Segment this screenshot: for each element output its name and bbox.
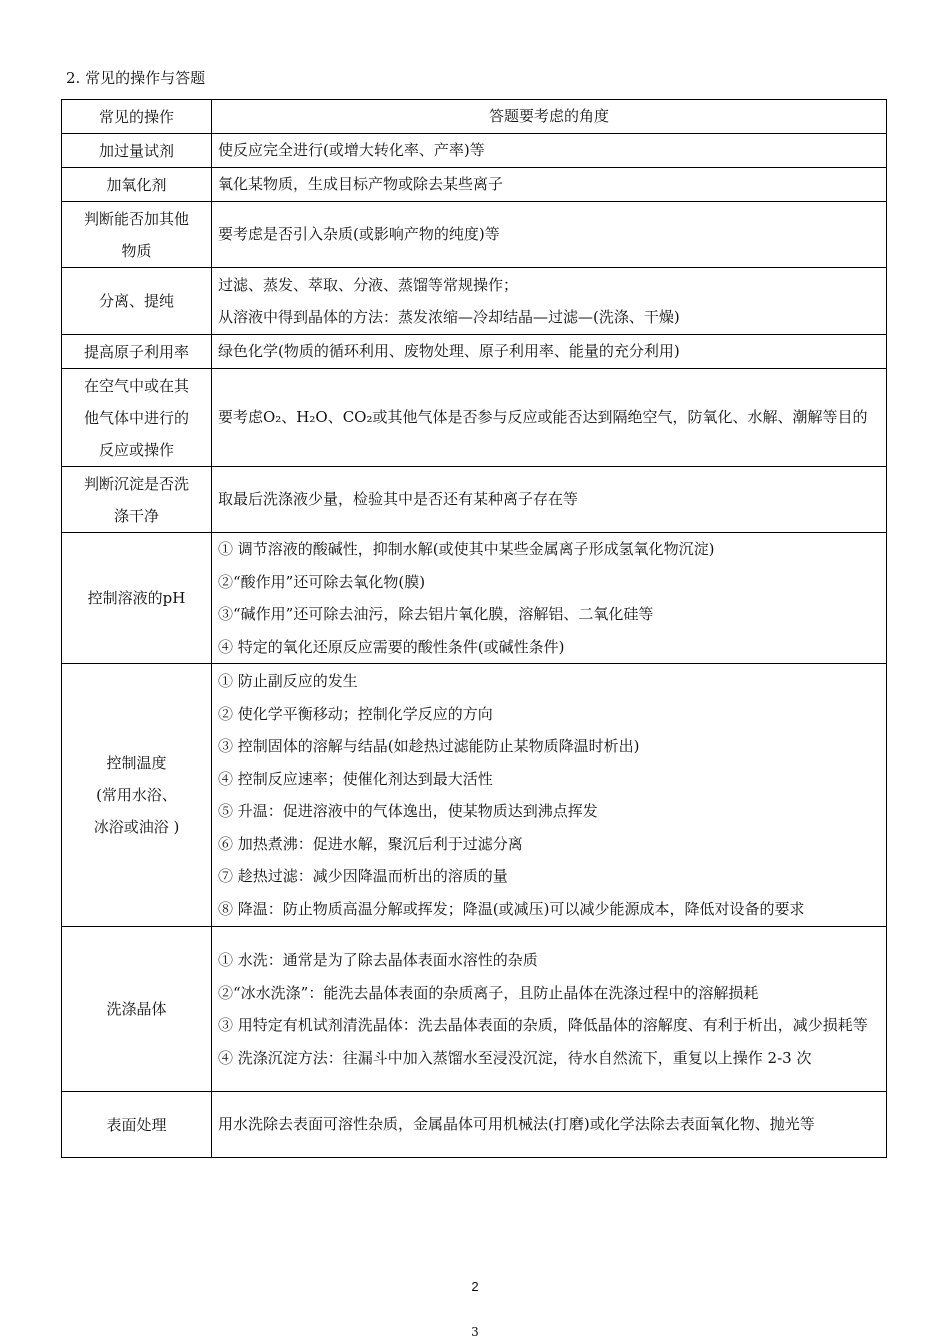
- answer-text: 用水洗除去表面可溶性杂质，金属晶体可用机械法(打磨)或化学法除去表面氧化物、抛光等: [218, 1115, 815, 1134]
- answer-text: ④ 洗涤沉淀方法：往漏斗中加入蒸馏水至浸没沉淀，待水自然流下，重复以上操作 2-3 次: [218, 1048, 812, 1067]
- answer-cell: [212, 927, 887, 1092]
- operation-text: 控制温度: [106, 754, 167, 772]
- table-row: [62, 467, 887, 533]
- operation-text: 洗涤晶体: [106, 1000, 167, 1018]
- operation-text: 加过量试剂: [98, 141, 174, 160]
- operation-text: 涤干净: [113, 506, 159, 525]
- answer-text: ②“冰水洗涤”：能洗去晶体表面的杂质离子，且防止晶体在洗涤过程中的溶解损耗: [218, 983, 759, 1002]
- operation-text: 反应或操作: [98, 440, 174, 459]
- answer-text: ① 水洗：通常是为了除去晶体表面水溶性的杂质: [218, 951, 538, 969]
- operation-text: (常用水浴、: [96, 786, 177, 804]
- table-row: [62, 1092, 887, 1158]
- operation-text: 判断能否加其他: [83, 209, 189, 228]
- answer-text: ② 使化学平衡移动；控制化学反应的方向: [218, 704, 493, 723]
- operation-cell: [62, 664, 212, 927]
- operation-text: 冰浴或油浴 ): [93, 818, 180, 836]
- operation-cell: [62, 369, 212, 467]
- answer-cell: [212, 533, 887, 664]
- answer-text: ④ 特定的氧化还原反应需要的酸性条件(或碱性条件): [218, 637, 565, 656]
- operation-cell: [62, 168, 212, 202]
- operation-cell: [62, 1092, 212, 1158]
- operation-cell: [62, 467, 212, 533]
- header-operation: 常见的操作: [62, 100, 212, 134]
- answer-text: 绿色化学(物质的循环利用、废物处理、原子利用率、能量的充分利用): [218, 342, 680, 361]
- answer-cell: [212, 335, 887, 369]
- operation-text: 在空气中或在其: [83, 376, 189, 395]
- answer-text: ⑥ 加热煮沸：促进水解，聚沉后利于过滤分离: [218, 834, 523, 853]
- table-row: [62, 533, 887, 664]
- answer-text: 要考虑O₂、H₂O、CO₂或其他气体是否参与反应或能否达到隔绝空气，防氧化、水解、潮解等目的: [218, 408, 868, 427]
- answer-text: 要考虑是否引入杂质(或影响产物的纯度)等: [218, 225, 500, 244]
- answer-text: 取最后洗涤液少量，检验其中是否还有某种离子存在等: [218, 490, 579, 509]
- operation-cell: [62, 134, 212, 168]
- header-answer-angle: 答题要考虑的角度: [212, 100, 887, 134]
- page-number: 2: [471, 1279, 479, 1294]
- operations-table: [61, 99, 887, 1158]
- operation-cell: [62, 268, 212, 335]
- operation-cell: [62, 202, 212, 268]
- operation-text: 控制溶液的pH: [87, 589, 186, 607]
- table-row: [62, 268, 887, 335]
- answer-cell: [212, 202, 887, 268]
- answer-cell: [212, 467, 887, 533]
- answer-text: 使反应完全进行(或增大转化率、产率)等: [218, 141, 485, 160]
- table-row: [62, 335, 887, 369]
- answer-cell: [212, 1092, 887, 1158]
- table-row: [62, 134, 887, 168]
- page-number-next: 3: [471, 1325, 479, 1339]
- operation-text: 加氧化剂: [106, 175, 167, 194]
- operation-cell: [62, 533, 212, 664]
- answer-text: ① 调节溶液的酸碱性，抑制水解(或使其中某些金属离子形成氢氧化物沉淀): [218, 540, 715, 558]
- answer-text: ④ 控制反应速率；使催化剂达到最大活性: [218, 769, 493, 788]
- table-row: [62, 927, 887, 1092]
- operation-cell: [62, 335, 212, 369]
- operation-text: 表面处理: [106, 1115, 167, 1134]
- operation-text: 提高原子利用率: [83, 342, 189, 361]
- answer-text: ⑧ 降温：防止物质高温分解或挥发；降温(或减压)可以减少能源成本，降低对设备的要求: [218, 899, 805, 918]
- answer-cell: [212, 268, 887, 335]
- answer-text: ③ 用特定有机试剂清洗晶体：洗去晶体表面的杂质，降低晶体的溶解度、有利于析出，减少损耗等: [218, 1016, 868, 1034]
- answer-text: ②“酸作用”还可除去氧化物(膜): [218, 572, 426, 591]
- table-row: [62, 168, 887, 202]
- answer-cell: [212, 664, 887, 927]
- section-title: 2. 常见的操作与答题: [66, 69, 206, 87]
- answer-text: ⑤ 升温：促进溶液中的气体逸出，使某物质达到沸点挥发: [218, 802, 598, 820]
- operation-cell: [62, 927, 212, 1092]
- answer-text: ③“碱作用”还可除去油污，除去铝片氧化膜，溶解铝、二氧化硅等: [218, 605, 654, 623]
- answer-text: ⑦ 趁热过滤：减少因降温而析出的溶质的量: [218, 867, 508, 885]
- operation-text: 判断沉淀是否洗: [83, 474, 189, 493]
- answer-text: ③ 控制固体的溶解与结晶(如趁热过滤能防止某物质降温时析出): [218, 737, 640, 755]
- operation-text: 他气体中进行的: [83, 408, 189, 427]
- table-row: [62, 664, 887, 927]
- operation-text: 物质: [121, 241, 152, 260]
- answer-cell: [212, 168, 887, 202]
- table-header-row: [62, 100, 887, 134]
- answer-text: 氧化某物质，生成目标产物或除去某些离子: [218, 175, 504, 194]
- operation-text: 分离、提纯: [98, 292, 174, 310]
- answer-cell: [212, 134, 887, 168]
- answer-text: ① 防止副反应的发生: [218, 672, 358, 690]
- answer-text: 从溶液中得到晶体的方法：蒸发浓缩—冷却结晶—过滤—(洗涤、干燥): [218, 308, 680, 326]
- table-row: [62, 369, 887, 467]
- table-row: [62, 202, 887, 268]
- answer-cell: [212, 369, 887, 467]
- answer-text: 过滤、蒸发、萃取、分液、蒸馏等常规操作；: [218, 275, 519, 294]
